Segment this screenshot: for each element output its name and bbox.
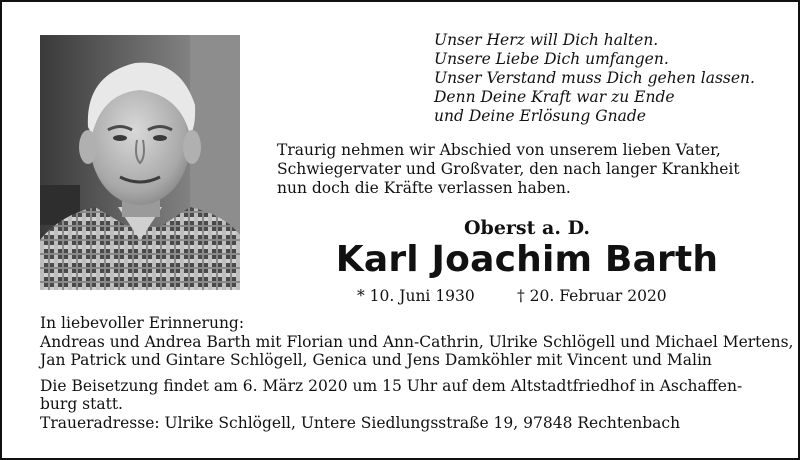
intro-line: Traurig nehmen wir Abschied von unserem lieben Vater, [277, 141, 721, 159]
spacer [40, 370, 780, 377]
intro-text [277, 141, 740, 198]
poem-line: Unser Herz will Dich halten. [434, 31, 659, 49]
closing-text [40, 314, 794, 432]
poem-line: Unser Verstand muss Dich gehen lassen. [434, 69, 755, 87]
deceased-rank: Oberst a. D. [464, 217, 590, 239]
funeral-line: burg statt. [40, 395, 123, 413]
poem-line: Unsere Liebe Dich umfangen. [434, 50, 669, 68]
deceased-name: Karl Joachim Barth [335, 239, 719, 280]
family-line: Jan Patrick und Gintare Schlögell, Genica und Jens Damköhler mit Vincent und Malin [40, 351, 712, 369]
portrait-image [40, 35, 240, 290]
family-heading: In liebevoller Erinnerung: [40, 314, 245, 332]
death-date: † 20. Februar 2020 [517, 287, 667, 305]
intro-line: nun doch die Kräfte verlassen haben. [277, 179, 571, 197]
funeral-line: Die Beisetzung findet am 6. März 2020 um 15 Uhr auf dem Altstadtfriedhof in Aschaffen- [40, 376, 743, 395]
intro-line: Schwiegervater und Großvater, den nach langer Krankheit [277, 160, 740, 178]
poem-line: Denn Deine Kraft war zu Ende [434, 88, 675, 106]
family-line: Andreas und Andrea Barth mit Florian und Ann-Cathrin, Ulrike Schlögell und Michael Mertens, [40, 332, 794, 351]
birth-date: * 10. Juni 1930 [357, 287, 475, 305]
poem [434, 31, 755, 126]
mourning-address: Traueradresse: Ulrike Schlögell, Untere Siedlungsstraße 19, 97848 Rechtenbach [40, 413, 681, 432]
portrait-photo [40, 35, 240, 290]
poem-line: und Deine Erlösung Gnade [434, 107, 646, 125]
